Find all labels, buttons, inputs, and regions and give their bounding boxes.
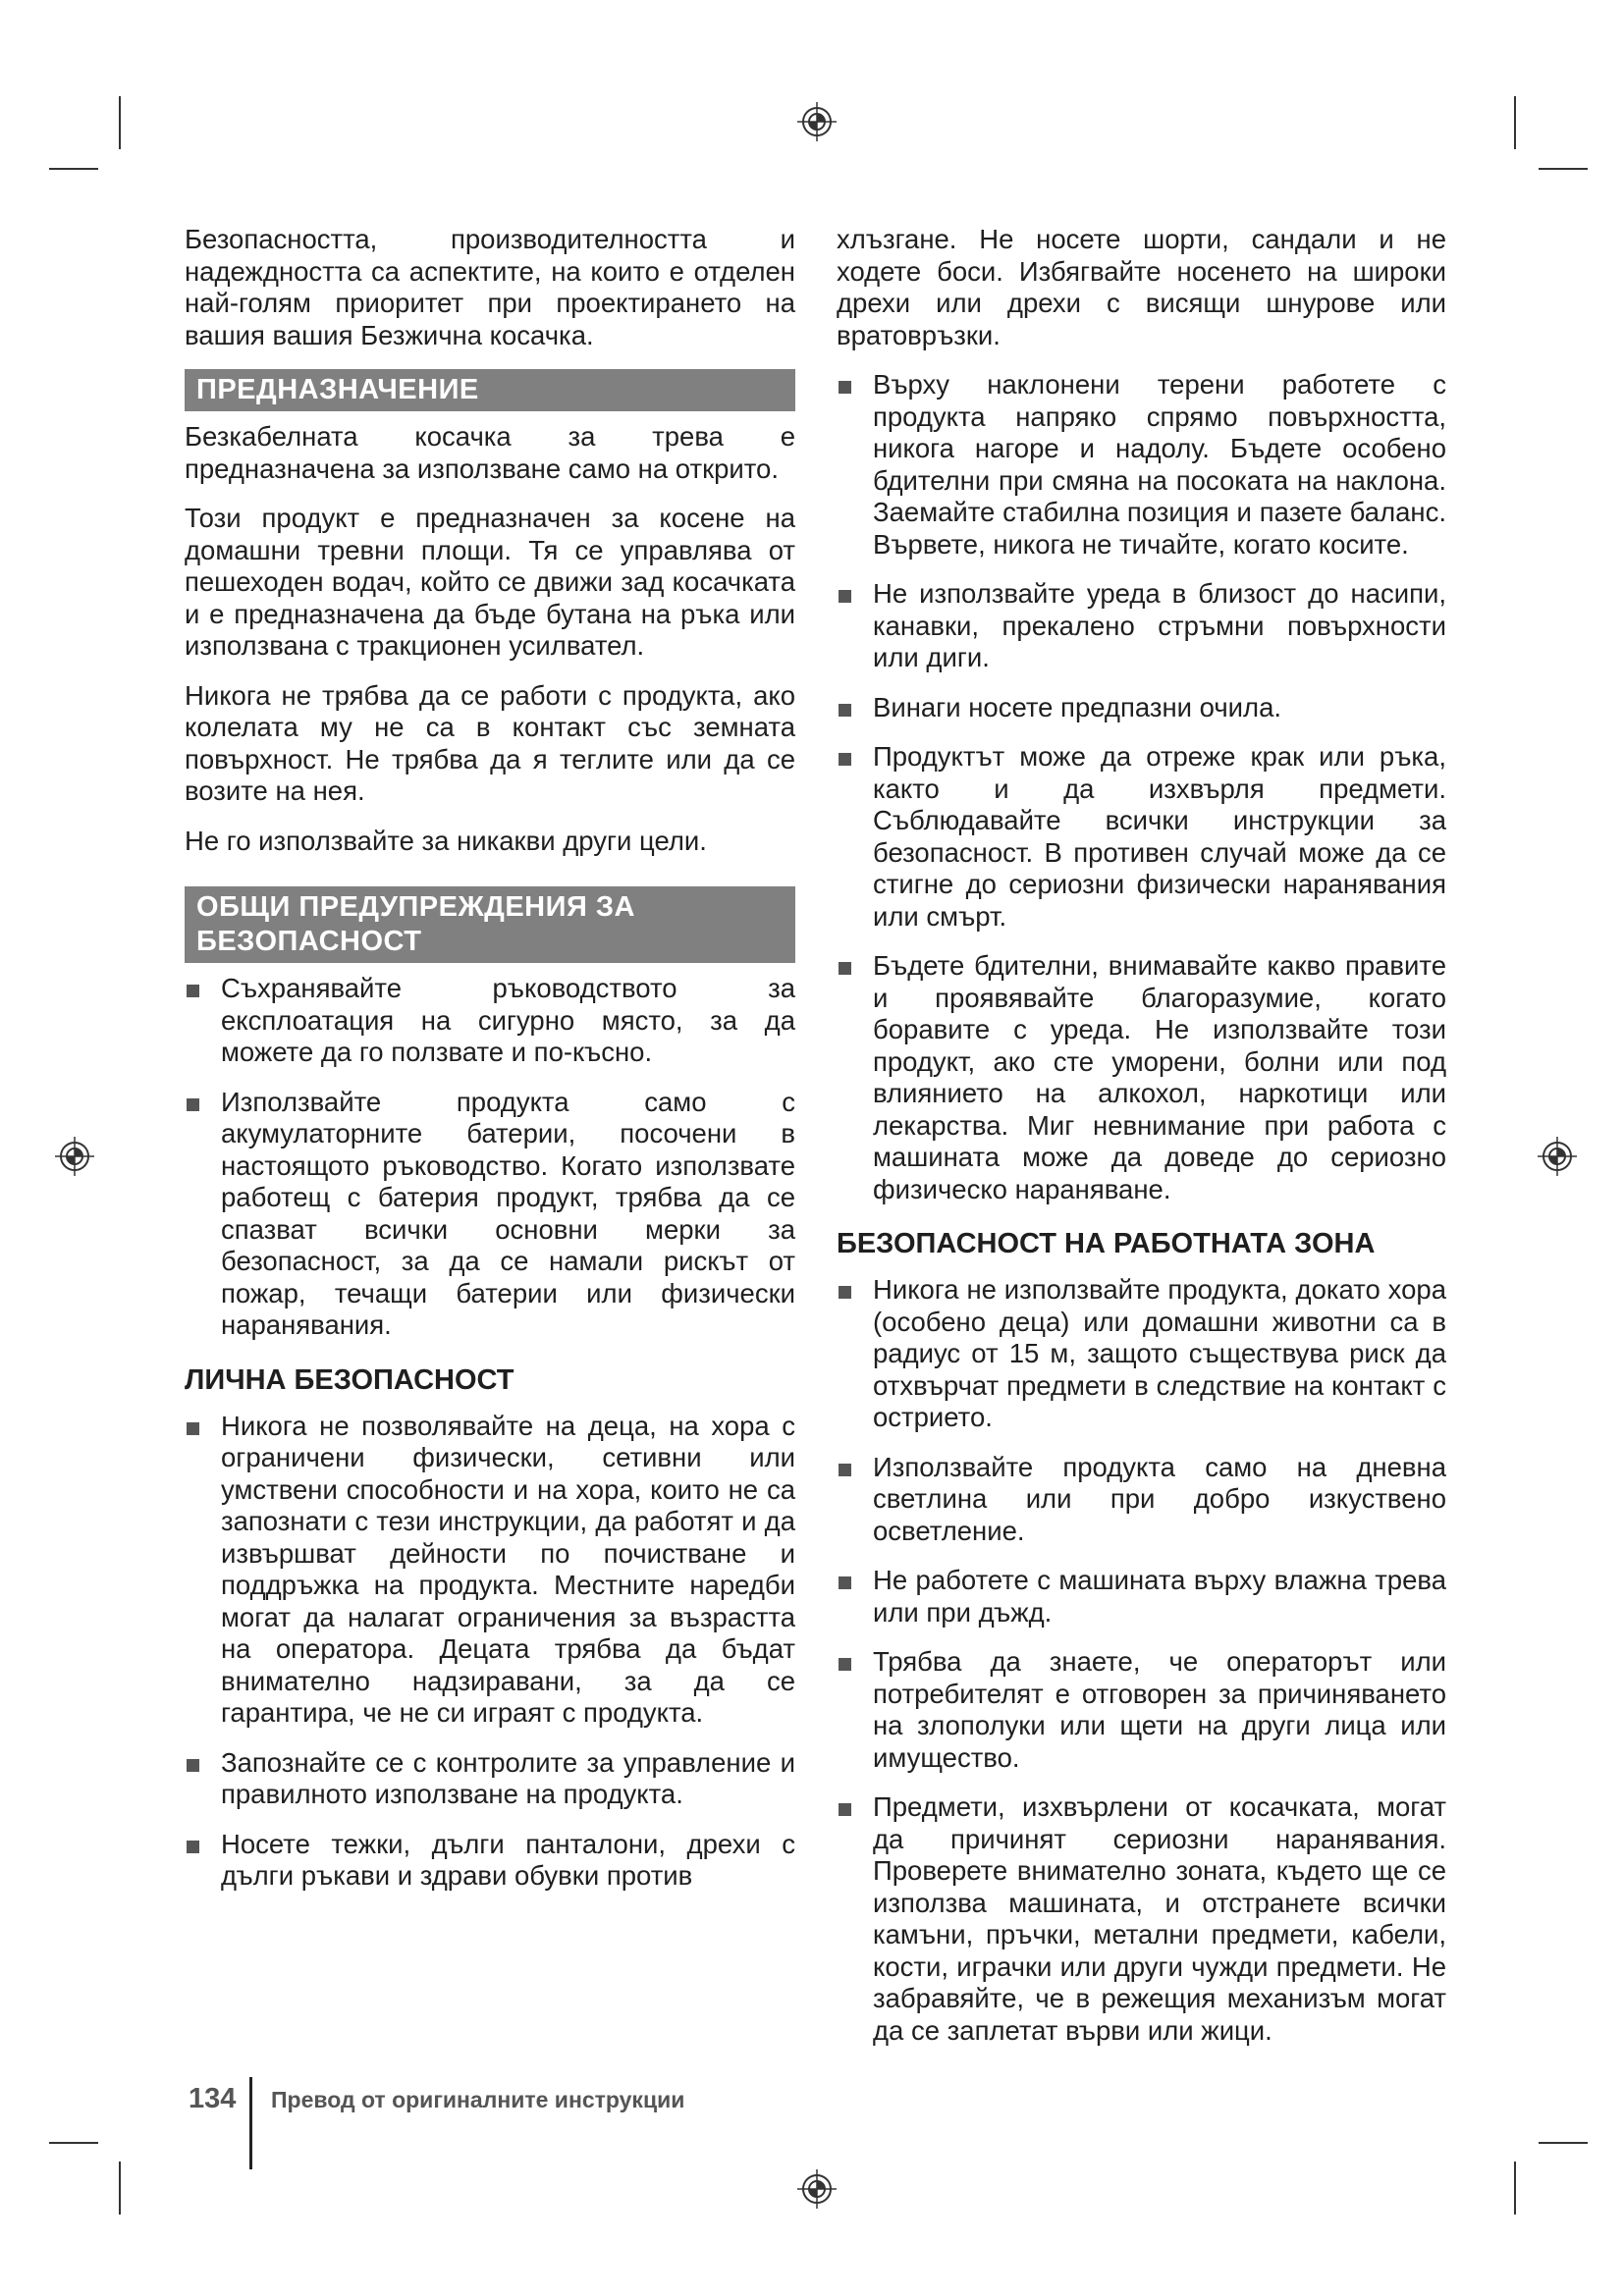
list-item-text: Никога не използвайте продукта, докато хора (особено деца) или домашни животни са в радиус от 15 м, защото съществува риск да отхвърчат предмети в следствие на контакт с острието. — [873, 1274, 1446, 1432]
list-item-text: Бъдете бдителни, внимавайте какво правите и проявявайте благоразумие, когато боравите с уреда. Не използвайте този продукт, ако сте уморени, болни или под влиянието на алкохол, наркотици или лекарства. Миг невнимание при работа с машината може да доведе до сериозно физическо нараняване. — [873, 950, 1446, 1204]
list-item-text: Запознайте се с контролите за управление и правилното използване на продукта. — [221, 1746, 795, 1809]
purpose-paragraph-1: Безкабелната косачка за трева е предназначена за използване само на открито. — [185, 421, 795, 484]
personal-safety-list-continued — [837, 369, 1446, 1205]
page-number: 134 — [189, 2083, 237, 2114]
crop-mark-top-left-vertical — [119, 96, 121, 149]
registration-mark-top-icon — [797, 102, 837, 141]
list-item — [837, 1646, 1446, 1774]
personal-safety-list — [185, 1411, 795, 1893]
crop-mark-top-right-horizontal — [1539, 168, 1588, 170]
footer-text: Превод от оригиналните инструкции — [271, 2087, 685, 2112]
crop-mark-bottom-right-vertical — [1514, 2162, 1516, 2215]
list-item — [837, 1274, 1446, 1434]
list-item — [185, 1411, 795, 1730]
crop-mark-bottom-right-horizontal — [1539, 2142, 1588, 2144]
square-bullet-icon — [187, 1841, 199, 1853]
square-bullet-icon — [839, 1464, 851, 1476]
list-item-text: Винаги носете предпазни очила. — [873, 691, 1282, 722]
section-heading-purpose: ПРЕДНАЗНАЧЕНИЕ — [185, 369, 795, 411]
square-bullet-icon — [839, 704, 851, 717]
square-bullet-icon — [839, 753, 851, 766]
square-bullet-icon — [839, 962, 851, 975]
square-bullet-icon — [187, 1759, 199, 1772]
list-item — [837, 741, 1446, 933]
list-item-text: Не работете с машината върху влажна трева или при дъжд. — [873, 1565, 1446, 1628]
left-column — [185, 224, 795, 1910]
general-heading-line-2: БЕЗОПАСНОСТ — [196, 926, 422, 957]
list-item-text: Използвайте продукта само с акумулаторните батерии, посочени в настоящото ръководство. Когато използвате работещ с батерия продукт, трябва да се спазват всички основни мерки за безопасност, за да се намали рискът от пожар, течащи батерии или физически наранявания. — [221, 1086, 795, 1340]
square-bullet-icon — [187, 985, 199, 997]
list-item — [185, 1829, 795, 1893]
square-bullet-icon — [187, 1098, 199, 1111]
list-item-text: Не използвайте уреда в близост до насипи, канавки, прекалено стръмни повърхности или диги. — [873, 578, 1446, 672]
list-item — [185, 1747, 795, 1811]
list-item — [837, 692, 1446, 724]
square-bullet-icon — [839, 1286, 851, 1299]
list-item-text: Използвайте продукта само на дневна светлина или при добро изкуствено осветление. — [873, 1451, 1446, 1546]
square-bullet-icon — [839, 381, 851, 394]
square-bullet-icon — [839, 590, 851, 603]
crop-mark-bottom-left-horizontal — [49, 2142, 98, 2144]
list-item — [837, 369, 1446, 561]
section-heading-personal-safety: ЛИЧНА БЕЗОПАСНОСТ — [185, 1363, 514, 1396]
purpose-paragraph-2: Този продукт е предназначен за косене на домашни тревни площи. Тя се управлява от пешеходен водач, който се движи зад косачката и е предназначена да бъде бутана на ръка или използвана с тракционен усилвател. — [185, 503, 795, 661]
square-bullet-icon — [839, 1576, 851, 1589]
intro-paragraph: Безопасността, производителността и надеждността са аспектите, на които е отделен най-голям приоритет при проектирането на вашия вашия Безжична косачка. — [185, 224, 795, 350]
registration-mark-left-icon — [55, 1137, 94, 1176]
crop-mark-top-right-vertical — [1514, 96, 1516, 149]
list-item-text: Върху наклонени терени работете с продукта напряко спрямо повърхността, никога нагоре и надолу. Бъдете особено бдителни при смяна на посоката на наклона. Заемайте стабилна позиция и пазете баланс. Вървете, никога не тичайте, когато косите. — [873, 369, 1446, 560]
list-item — [837, 1791, 1446, 2047]
crop-mark-top-left-horizontal — [49, 168, 98, 170]
registration-mark-right-icon — [1538, 1137, 1577, 1176]
purpose-paragraph-3: Никога не трябва да се работи с продукта, ако колелата му не са в контакт със земната повърхност. Не трябва да я теглите или да се возите на нея. — [185, 679, 795, 806]
list-item-text: Предмети, изхвърлени от косачката, могат да причинят сериозни наранявания. Проверете внимателно зоната, където ще се използва машината, и отстранете всички камъни, пръчки, метални предмети, кабели, кости, играчки или други чужди предмети. Не забравяйте, че в режещия механизъм могат да се заплетат върви или жици. — [873, 1791, 1446, 2046]
list-item — [837, 950, 1446, 1205]
general-heading-line-1: ОБЩИ ПРЕДУПРЕЖДЕНИЯ ЗА — [196, 891, 635, 923]
registration-mark-bottom-icon — [797, 2169, 837, 2209]
right-column — [837, 224, 1446, 2064]
list-item — [837, 1565, 1446, 1629]
footer-divider — [249, 2077, 252, 2169]
list-item-text: Носете тежки, дълги панталони, дрехи с дълги ръкави и здрави обувки против — [221, 1828, 795, 1891]
section-heading-work-zone-safety: БЕЗОПАСНОСТ НА РАБОТНАТА ЗОНА — [837, 1228, 1376, 1259]
list-item-text: Съхранявайте ръководството за експлоатация на сигурно място, за да можете да го ползвате и по-късно. — [221, 973, 795, 1067]
continuation-paragraph: хлъзгане. Не носете шорти, сандали и не ходете боси. Избягвайте носенето на широки дрехи или дрехи с висящи шнурове или вратовръзки. — [837, 224, 1446, 350]
square-bullet-icon — [839, 1803, 851, 1816]
square-bullet-icon — [839, 1658, 851, 1671]
section-heading-general-warnings — [185, 886, 795, 963]
general-warnings-list — [185, 973, 795, 1342]
list-item — [837, 578, 1446, 674]
list-item-text: Никога не позволявайте на деца, на хора с ограничени физически, сетивни или умствени способности и на хора, които не са запознати с тези инструкции, да работят и да извършват дейности по почистване и поддръжка на продукта. Местните наредби могат да налагат ограничения за възрастта на оператора. Децата трябва да бъдат внимателно надзиравани, за да се гарантира, че не си играят с продукта. — [221, 1410, 795, 1728]
list-item — [185, 973, 795, 1069]
purpose-paragraph-4: Не го използвайте за никакви други цели. — [185, 825, 707, 856]
crop-mark-bottom-left-vertical — [119, 2162, 121, 2215]
list-item — [185, 1087, 795, 1342]
list-item-text: Продуктът може да отреже крак или ръка, както и да изхвърля предмети. Съблюдавайте всички инструкции за безопасност. В противен случай може да се стигне до сериозни физически наранявания или смърт. — [873, 741, 1446, 932]
list-item-text: Трябва да знаете, че операторът или потребителят е отговорен за причиняването на злополуки или щети на други лица или имущество. — [873, 1646, 1446, 1773]
square-bullet-icon — [187, 1422, 199, 1435]
list-item — [837, 1452, 1446, 1548]
work-zone-safety-list — [837, 1274, 1446, 2047]
